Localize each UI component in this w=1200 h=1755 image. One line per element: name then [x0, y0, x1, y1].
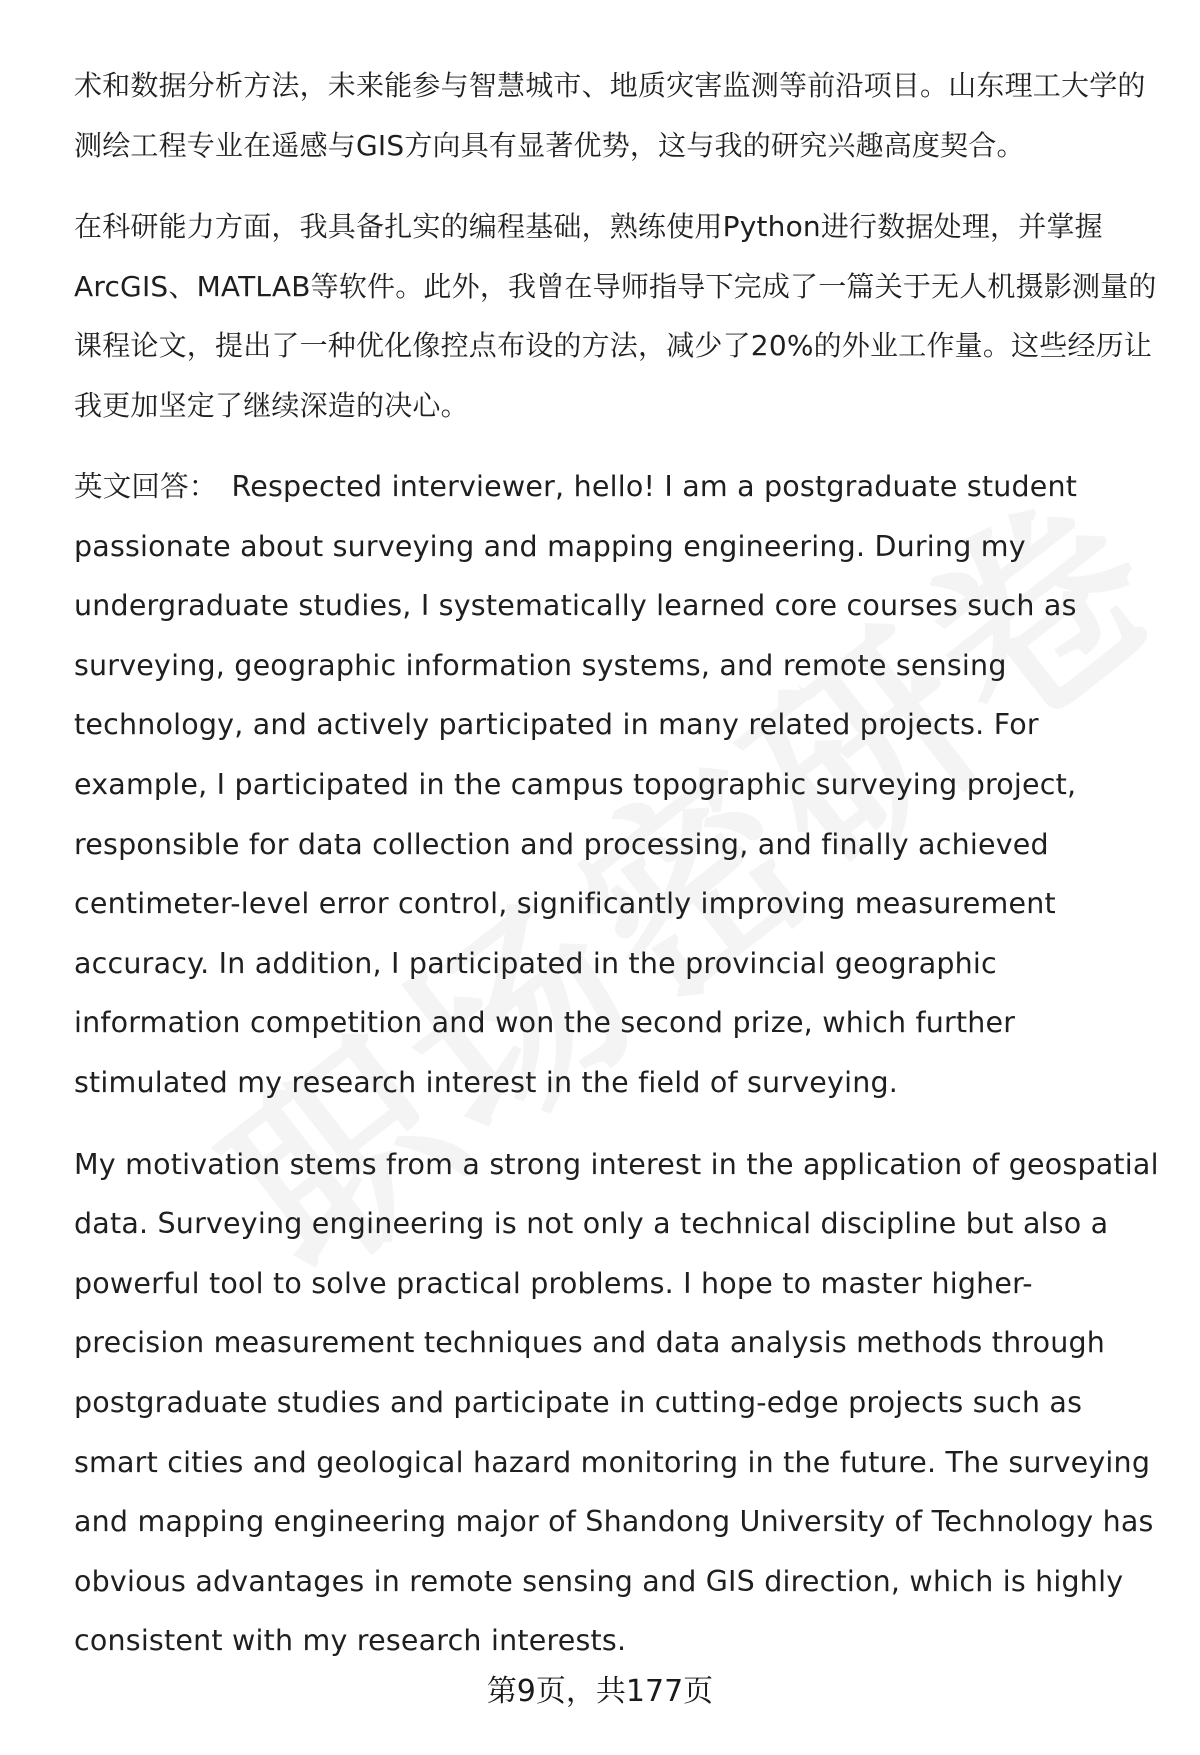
paragraph-research-ability-cn	[74, 197, 1160, 435]
paragraph-english-answer-intro	[74, 457, 1160, 1113]
paragraph-english-motivation	[74, 1135, 1160, 1671]
document-page	[74, 56, 1160, 1693]
page-number-footer: 第9页，共177页	[486, 1674, 714, 1709]
paragraph-motivation-cn-end	[74, 56, 1160, 175]
english-answer-label: 英文回答：	[74, 470, 218, 503]
paragraph-text: Respected interviewer, hello! I am a postgraduate student passionate about surveying and mapping engineering. During my undergraduate studies, I systematically learned core courses such as surveying, geographic information systems, and remote sensing technology, and actively participated in many related projects. For example, I participated in the campus topographic surveying project, responsible for data collection and processing, and finally achieved centimeter-level error control, significantly improving measurement accuracy. In addition, I participated in the provincial geographic information competition and won the second prize, which further stimulated my research interest in the field of surveying.	[74, 470, 1078, 1099]
paragraph-text: My motivation stems from a strong interest in the application of geospatial data. Surveying engineering is not only a technical discipline but also a powerful tool to solve practical problems. I hope to master higher-precision measurement techniques and data analysis methods through postgraduate studies and participate in cutting-edge projects such as smart cities and geological hazard monitoring in the future. The surveying and mapping engineering major of Shandong University of Technology has obvious advantages in remote sensing and GIS direction, which is highly consistent with my research interests.	[74, 1147, 1159, 1658]
paragraph-text: 术和数据分析方法，未来能参与智慧城市、地质灾害监测等前沿项目。山东理工大学的测绘工程专业在遥感与GIS方向具有显著优势，这与我的研究兴趣高度契合。	[74, 69, 1146, 162]
paragraph-text: 在科研能力方面，我具备扎实的编程基础，熟练使用Python进行数据处理，并掌握ArcGIS、MATLAB等软件。此外，我曾在导师指导下完成了一篇关于无人机摄影测量的课程论文，提出了一种优化像控点布设的方法，减少了20%的外业工作量。这些经历让我更加坚定了继续深造的决心。	[74, 210, 1157, 422]
